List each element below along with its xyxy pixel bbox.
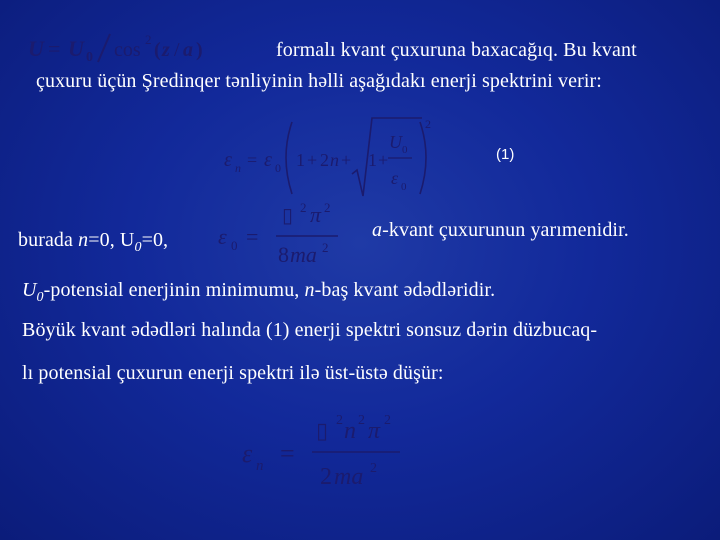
svg-text:ma: ma: [334, 464, 364, 490]
svg-text:/: /: [174, 39, 180, 61]
svg-text:ma: ma: [290, 242, 317, 267]
intro-line-2: çuxuru üçün Şredinqer tənliyinin həlli aşağıdakı enerji spektrini verir:: [36, 70, 602, 92]
svg-text:=: =: [246, 224, 259, 249]
u0-n: n: [304, 279, 315, 301]
svg-text:2: 2: [324, 200, 331, 215]
epsilon-zero-formula: [216, 198, 376, 268]
svg-text:2: 2: [145, 32, 152, 47]
svg-text:cos: cos: [114, 39, 141, 61]
svg-text:n: n: [235, 161, 241, 175]
burada-n: n: [78, 229, 89, 251]
svg-text:(: (: [154, 39, 161, 61]
svg-text:▯: ▯: [316, 418, 329, 443]
svg-text:8: 8: [278, 242, 289, 267]
svg-text:+: +: [378, 150, 389, 170]
burada-mid: =0, U: [88, 229, 135, 251]
svg-text:1: 1: [368, 150, 377, 170]
a-rest: -kvant çuxurunun yarımenidir.: [382, 219, 629, 241]
u0-sub: 0: [36, 290, 44, 305]
burada-text: [18, 229, 168, 256]
u0-rest1: -potensial enerjinin minimumu,: [43, 279, 305, 301]
svg-text:0: 0: [231, 238, 238, 253]
svg-text:a: a: [183, 39, 193, 61]
svg-text:π: π: [368, 418, 381, 444]
svg-text:n: n: [330, 150, 339, 170]
svg-text:2: 2: [336, 413, 343, 428]
svg-text:z: z: [162, 39, 170, 61]
svg-text:+: +: [341, 150, 352, 170]
spectrum-formula: [222, 112, 452, 202]
svg-text:ε: ε: [224, 149, 232, 171]
u0-definition: [22, 279, 495, 306]
a-definition: [372, 219, 629, 242]
svg-text:U: U: [28, 36, 44, 61]
svg-text:): ): [196, 39, 203, 61]
svg-text:2: 2: [358, 413, 365, 428]
svg-text:2: 2: [322, 240, 329, 255]
svg-text:ε: ε: [218, 224, 227, 249]
svg-text:+: +: [307, 150, 318, 170]
burada-end: =0,: [141, 229, 169, 251]
svg-text:1: 1: [296, 150, 305, 170]
svg-text:=: =: [48, 36, 61, 61]
svg-text:n: n: [344, 418, 356, 444]
svg-text:n: n: [256, 458, 264, 474]
burada-sub: 0: [134, 240, 142, 255]
svg-text:▯: ▯: [282, 205, 294, 227]
svg-text:0: 0: [401, 181, 407, 193]
potential-formula: [26, 30, 266, 66]
svg-text:2: 2: [320, 464, 332, 490]
u0-u: U: [22, 279, 37, 301]
svg-text:ε: ε: [391, 168, 399, 188]
svg-text:0: 0: [275, 161, 281, 175]
svg-text:ε: ε: [242, 439, 253, 468]
svg-text:2: 2: [320, 150, 329, 170]
svg-text:=: =: [280, 439, 295, 468]
svg-text:U: U: [389, 132, 402, 152]
intro-line-1: formalı kvant çuxuruna baxacağıq. Bu kvant: [276, 39, 637, 61]
large-quantum-line-2: lı potensial çuxurun enerji spektri ilə üst-üstə düşür:: [22, 362, 444, 384]
a-italic: a: [372, 219, 383, 241]
svg-text:π: π: [310, 202, 322, 227]
svg-text:2: 2: [425, 117, 431, 131]
equation-number: (1): [496, 146, 515, 163]
svg-text:ε: ε: [264, 149, 272, 171]
svg-text:=: =: [247, 150, 258, 170]
svg-text:2: 2: [370, 461, 377, 476]
large-quantum-line-1: Böyük kvant ədədləri halında (1) enerji spektri sonsuz dərin düzbucaq-: [22, 319, 598, 341]
svg-text:0: 0: [402, 144, 408, 156]
svg-text:2: 2: [384, 413, 391, 428]
svg-text:2: 2: [300, 200, 307, 215]
burada-prefix: burada: [18, 229, 79, 251]
svg-text:U: U: [68, 36, 84, 61]
u0-rest2: -baş kvant ədədləridir.: [314, 279, 496, 301]
final-formula: [240, 408, 420, 498]
svg-text:0: 0: [86, 50, 93, 65]
